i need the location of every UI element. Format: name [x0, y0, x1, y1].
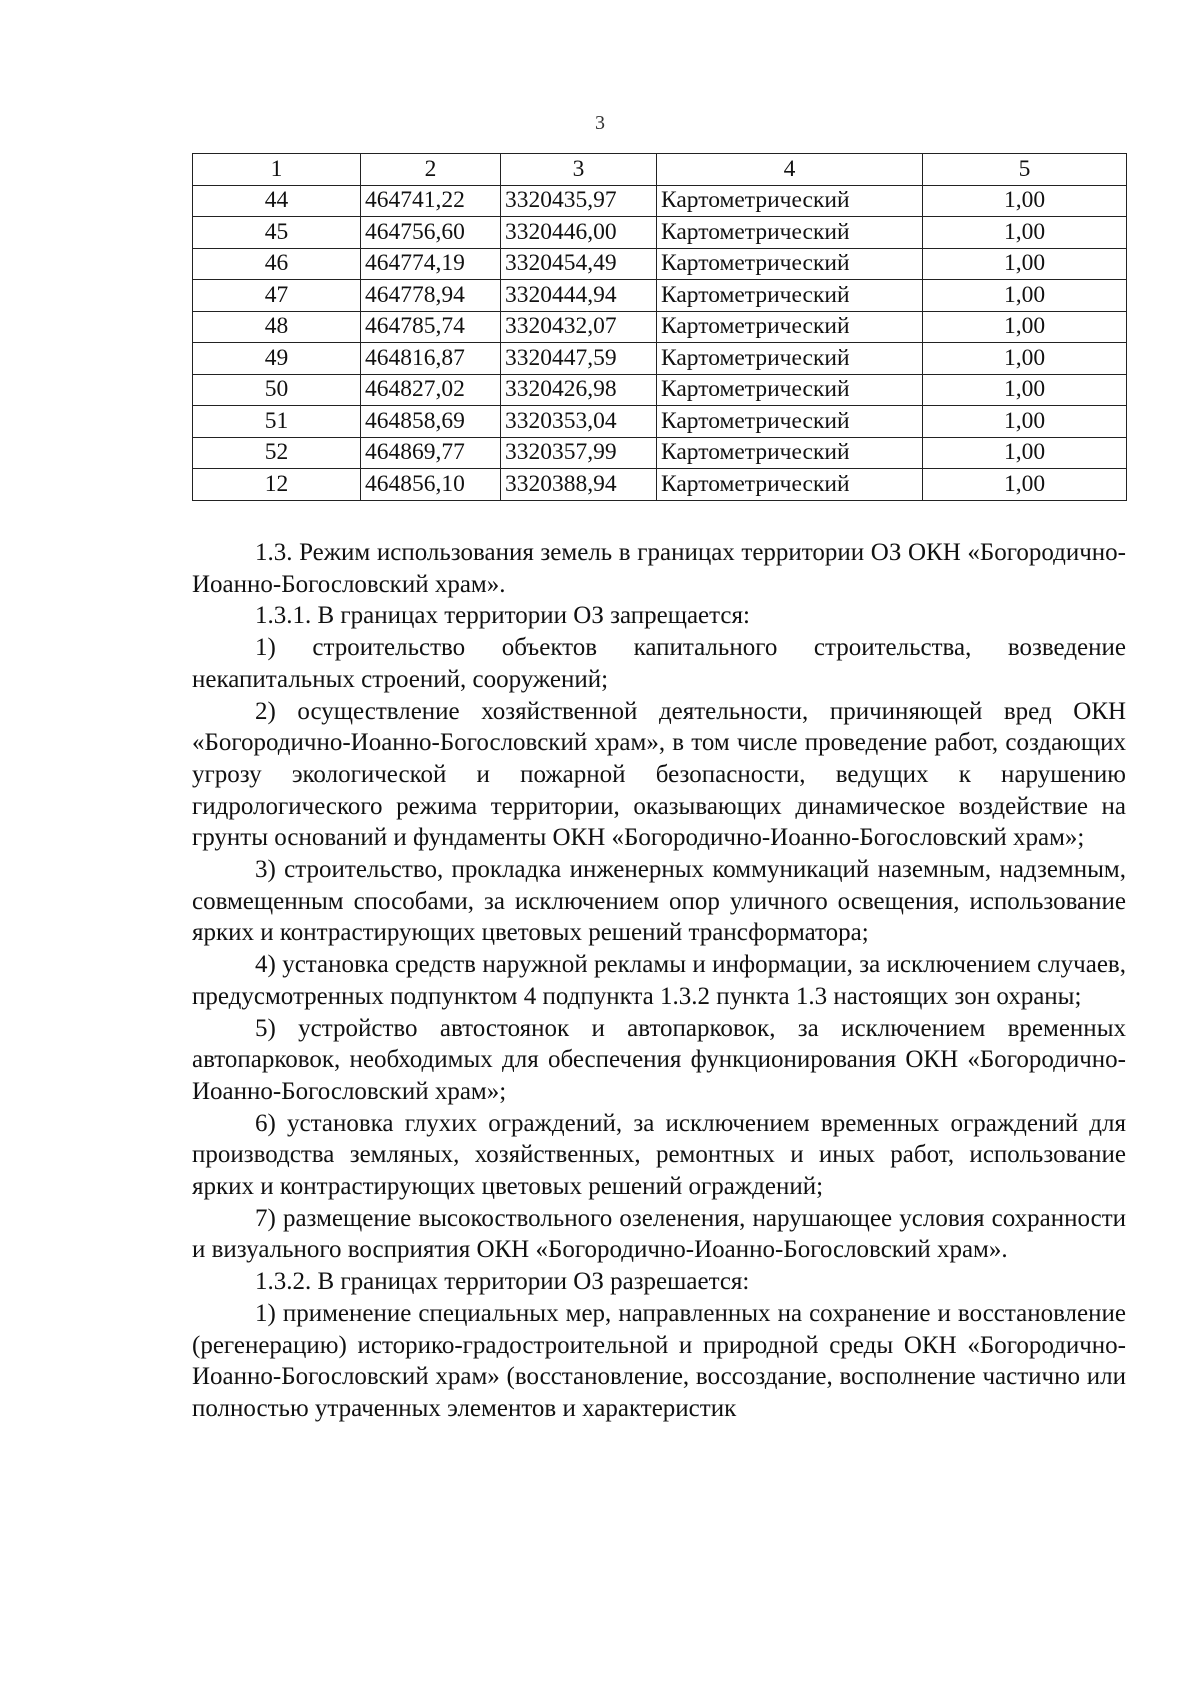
paragraph-prohibited-item-5: 5) устройство автостоянок и автопарковок, за исключением временных автопарковок, необходимых для обеспечения функционирования ОКН «Богородично-Иоанно-Богословский храм»;	[192, 1014, 1126, 1105]
paragraph-prohibited-item-1: 1) строительство объектов капитального строительства, возведение некапитальных строений, сооружений;	[192, 634, 1126, 693]
x-coordinate-cell: 464816,87	[361, 343, 501, 375]
method-cell: Картометрический	[657, 374, 923, 406]
table-row	[193, 248, 1127, 280]
y-coordinate-cell: 3320388,94	[501, 469, 657, 501]
y-coordinate-cell: 3320454,49	[501, 248, 657, 280]
table-row	[193, 469, 1127, 501]
x-coordinate-cell: 464778,94	[361, 280, 501, 312]
point-number-cell: 46	[193, 248, 361, 280]
accuracy-cell: 1,00	[923, 343, 1127, 375]
table-header-row	[193, 154, 1127, 186]
header-cell: 4	[657, 154, 923, 186]
header-cell: 1	[193, 154, 361, 186]
table-row	[193, 311, 1127, 343]
paragraph-prohibited-item-2: 2) осуществление хозяйственной деятельности, причиняющей вред ОКН «Богородично-Иоанно-Богословский храм», в том числе проведение работ, создающих угрозу экологической и пожарной безопасности, ведущих к нарушению гидрологического режима территории, оказывающих динамическое воздействие на грунты оснований и фундаменты ОКН «Богородично-Иоанно-Богословский храм»;	[192, 697, 1126, 852]
paragraph-prohibited-heading: 1.3.1. В границах территории ОЗ запрещается:	[255, 602, 750, 630]
point-number-cell: 50	[193, 374, 361, 406]
accuracy-cell: 1,00	[923, 406, 1127, 438]
table-row	[193, 437, 1127, 469]
page-number: 3	[595, 112, 605, 134]
table-row	[193, 185, 1127, 217]
header-cell: 2	[361, 154, 501, 186]
point-number-cell: 49	[193, 343, 361, 375]
table-row	[193, 343, 1127, 375]
y-coordinate-cell: 3320444,94	[501, 280, 657, 312]
point-number-cell: 12	[193, 469, 361, 501]
x-coordinate-cell: 464756,60	[361, 217, 501, 249]
x-coordinate-cell: 464827,02	[361, 374, 501, 406]
header-cell: 3	[501, 154, 657, 186]
method-cell: Картометрический	[657, 406, 923, 438]
table-row	[193, 406, 1127, 438]
method-cell: Картометрический	[657, 469, 923, 501]
paragraph-allowed-heading: 1.3.2. В границах территории ОЗ разрешается:	[255, 1268, 750, 1296]
accuracy-cell: 1,00	[923, 185, 1127, 217]
coordinates-table	[192, 153, 1127, 501]
x-coordinate-cell: 464774,19	[361, 248, 501, 280]
accuracy-cell: 1,00	[923, 437, 1127, 469]
y-coordinate-cell: 3320426,98	[501, 374, 657, 406]
accuracy-cell: 1,00	[923, 217, 1127, 249]
method-cell: Картометрический	[657, 248, 923, 280]
y-coordinate-cell: 3320357,99	[501, 437, 657, 469]
accuracy-cell: 1,00	[923, 374, 1127, 406]
paragraph-prohibited-item-3: 3) строительство, прокладка инженерных коммуникаций наземным, надземным, совмещенным способами, за исключением опор уличного освещения, использование ярких и контрастирующих цветовых решений трансформатора;	[192, 856, 1126, 947]
point-number-cell: 44	[193, 185, 361, 217]
table-row	[193, 280, 1127, 312]
accuracy-cell: 1,00	[923, 311, 1127, 343]
x-coordinate-cell: 464869,77	[361, 437, 501, 469]
point-number-cell: 52	[193, 437, 361, 469]
y-coordinate-cell: 3320432,07	[501, 311, 657, 343]
method-cell: Картометрический	[657, 437, 923, 469]
point-number-cell: 45	[193, 217, 361, 249]
accuracy-cell: 1,00	[923, 469, 1127, 501]
method-cell: Картометрический	[657, 343, 923, 375]
method-cell: Картометрический	[657, 311, 923, 343]
table-body	[193, 185, 1127, 500]
table-row	[193, 374, 1127, 406]
paragraph-prohibited-item-6: 6) установка глухих ограждений, за исключением временных ограждений для производства земляных, хозяйственных, ремонтных и иных работ, использование ярких и контрастирующих цветовых решений ограждений;	[192, 1109, 1126, 1201]
y-coordinate-cell: 3320447,59	[501, 343, 657, 375]
x-coordinate-cell: 464785,74	[361, 311, 501, 343]
x-coordinate-cell: 464741,22	[361, 185, 501, 217]
method-cell: Картометрический	[657, 280, 923, 312]
method-cell: Картометрический	[657, 185, 923, 217]
paragraph-prohibited-item-7: 7) размещение высокоствольного озеленения, нарушающее условия сохранности и визуального восприятия ОКН «Богородично-Иоанно-Богословский храм».	[192, 1204, 1126, 1264]
y-coordinate-cell: 3320435,97	[501, 185, 657, 217]
accuracy-cell: 1,00	[923, 280, 1127, 312]
y-coordinate-cell: 3320353,04	[501, 406, 657, 438]
y-coordinate-cell: 3320446,00	[501, 217, 657, 249]
paragraph-allowed-item-1: 1) применение специальных мер, направленных на сохранение и восстановление (регенерацию) историко-градостроительной и природной среды ОКН «Богородично-Иоанно-Богословский храм» (восстановление, воссоздание, восполнение частично или полностью утраченных элементов и характеристик	[192, 1299, 1126, 1422]
document-text	[192, 537, 1126, 1425]
paragraph-prohibited-item-4: 4) установка средств наружной рекламы и информации, за исключением случаев, предусмотренных подпунктом 4 подпункта 1.3.2 пункта 1.3 настоящих зон охраны;	[192, 951, 1126, 1010]
table-row	[193, 217, 1127, 249]
paragraph-section-1-3: 1.3. Режим использования земель в границах территории ОЗ ОКН «Богородично-Иоанно-Богословский храм».	[192, 539, 1126, 598]
point-number-cell: 47	[193, 280, 361, 312]
accuracy-cell: 1,00	[923, 248, 1127, 280]
point-number-cell: 48	[193, 311, 361, 343]
point-number-cell: 51	[193, 406, 361, 438]
method-cell: Картометрический	[657, 217, 923, 249]
x-coordinate-cell: 464856,10	[361, 469, 501, 501]
header-cell: 5	[923, 154, 1127, 186]
x-coordinate-cell: 464858,69	[361, 406, 501, 438]
